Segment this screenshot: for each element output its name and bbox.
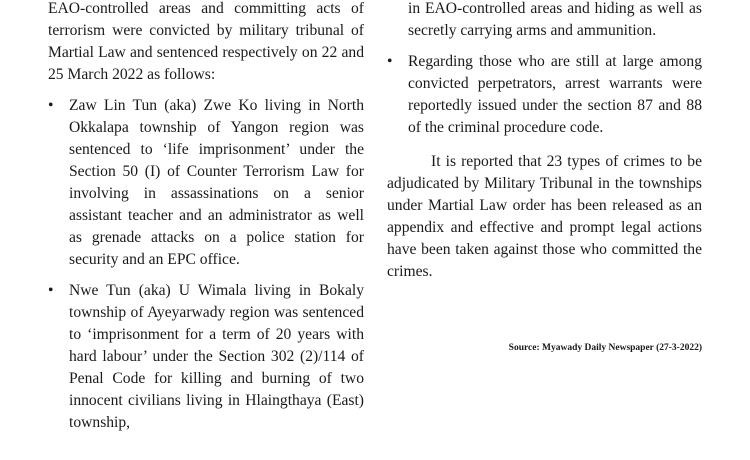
continued-text: in EAO-controlled areas and hiding as well as secretly carrying arms and ammunition. <box>408 0 702 39</box>
list-item: • Regarding those who are still at large among convicted perpetrators, arrest warrants were reportedly issued under the section 87 and 88 of the criminal procedure code. <box>387 51 702 139</box>
closing-paragraph: It is reported that 23 types of crimes to be adjudicated by Military Tribunal in the townships under Martial Law order has been released as an appendix and effective and prompt legal actions have been taken against those who committed the crimes. <box>387 153 702 280</box>
list-item: • Nwe Tun (aka) U Wimala living in Bokaly township of Ayeyarwady region was sentenced to ‘imprisonment for a term of 20 years with hard labour’ under the Section 302 (2)/114 of Penal Code for killing and burning of two innocent civilians living in Hlaingthaya (East) township, <box>48 280 364 434</box>
left-column <box>48 0 364 434</box>
source-citation: Source: Myawady Daily Newspaper (27-3-2022) <box>508 343 702 353</box>
intro-paragraph: EAO-controlled areas and committing acts of terrorism were convicted by military tribunal of Martial Law and sentenced respectively on 22 and 25 March 2022 as follows: <box>48 0 364 83</box>
sentence-list <box>48 95 364 434</box>
warrant-list <box>387 51 702 139</box>
right-column <box>387 0 702 283</box>
list-item: • Zaw Lin Tun (aka) Zwe Ko living in North Okkalapa township of Yangon region was sentenced to ‘life imprisonment’ under the Section 50 (I) of Counter Terrorism Law for involving in assassinations on a senior assistant teacher and an administrator as well as grenade attacks on a police station for security and an EPC office. <box>48 95 364 271</box>
